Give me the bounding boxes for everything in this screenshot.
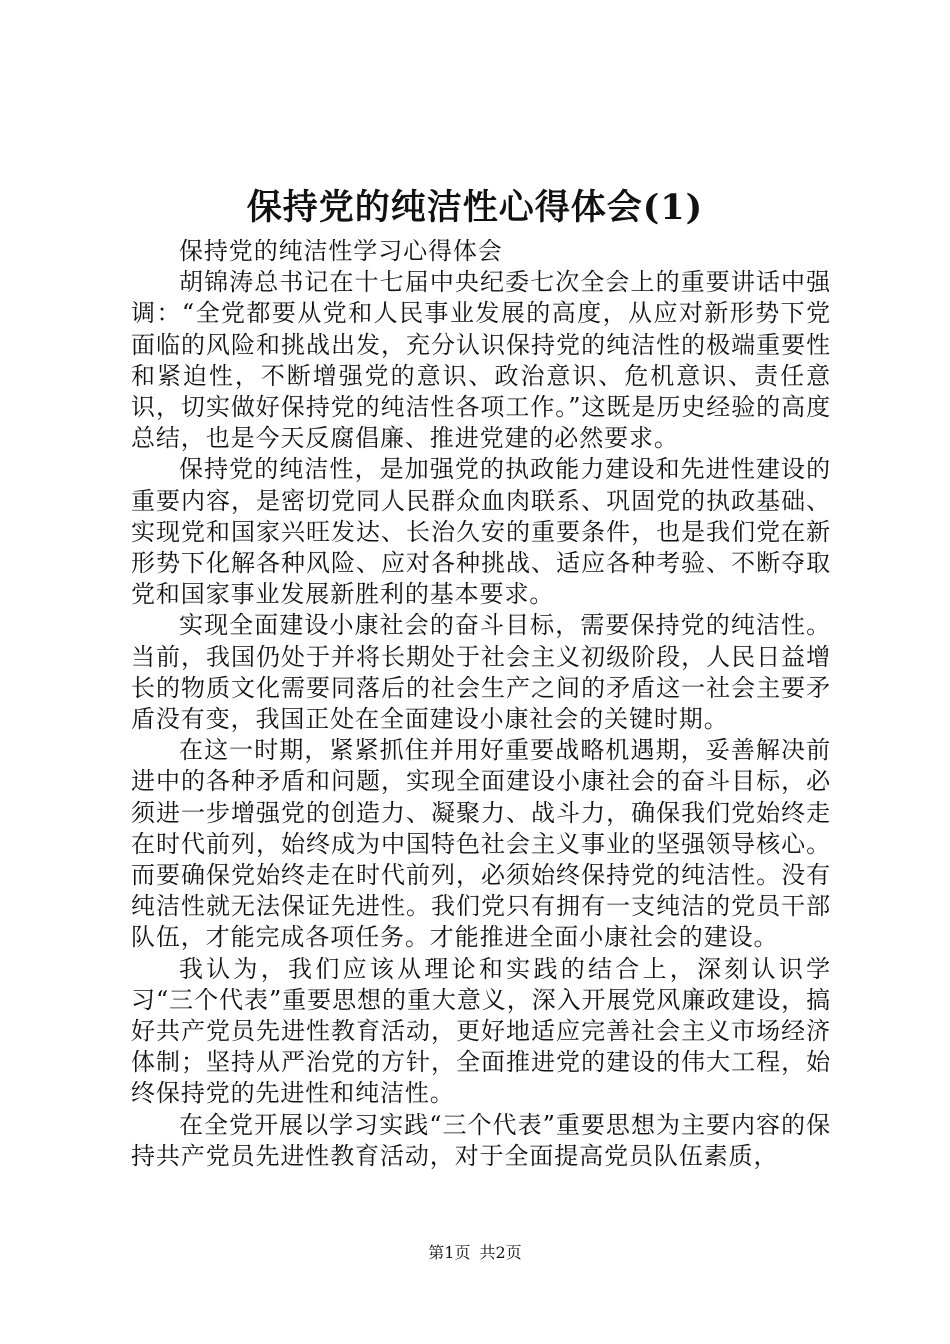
paragraph-1: 胡锦涛总书记在十七届中央纪委七次全会上的重要讲话中强调：“全党都要从党和人民事业发展的高度，从应对新形势下党面临的风险和挑战出发，充分认识保持党的纯洁性的极端重要性和紧迫性，不断增强党的意识、政治意识、危机意识、责任意识，切实做好保持党的纯洁性各项工作。”这既是历史经验的高度总结，也是今天反腐倡廉、推进党建的必然要求。 bbox=[131, 268, 831, 453]
page-footer bbox=[0, 1243, 950, 1263]
paragraph-4: 在这一时期，紧紧抓住并用好重要战略机遇期，妥善解决前进中的各种矛盾和问题，实现全面建设小康社会的奋斗目标，必须进一步增强党的创造力、凝聚力、战斗力，确保我们党始终走在时代前列，始终成为中国特色社会主义事业的坚强领导核心。而要确保党始终走在时代前列，必须始终保持党的纯洁性。没有纯洁性就无法保证先进性。我们党只有拥有一支纯洁的党员干部队伍，才能完成各项任务。才能推进全面小康社会的建设。 bbox=[131, 736, 831, 952]
document-subtitle: 保持党的纯洁性学习心得体会 bbox=[179, 237, 503, 265]
document-title: 保持党的纯洁性心得体会(1) bbox=[246, 187, 704, 228]
page-number-current: 第1页 bbox=[428, 1243, 471, 1262]
paragraph-2: 保持党的纯洁性，是加强党的执政能力建设和先进性建设的重要内容，是密切党同人民群众血肉联系、巩固党的执政基础、实现党和国家兴旺发达、长治久安的重要条件，也是我们党在新形势下化解各种风险、应对各种挑战、适应各种考验、不断夺取党和国家事业发展新胜利的基本要求。 bbox=[131, 455, 831, 609]
document-body bbox=[131, 236, 831, 1172]
paragraph-6: 在全党开展以学习实践“三个代表”重要思想为主要内容的保持共产党员先进性教育活动，对于全面提高党员队伍素质， bbox=[131, 1110, 831, 1170]
page-number-total: 共2页 bbox=[479, 1243, 522, 1262]
paragraph-3: 实现全面建设小康社会的奋斗目标，需要保持党的纯洁性。当前，我国仍处于并将长期处于社会主义初级阶段，人民日益增长的物质文化需要同落后的社会生产之间的矛盾这一社会主要矛盾没有变，我国正处在全面建设小康社会的关键时期。 bbox=[131, 611, 831, 734]
paragraph-5: 我认为，我们应该从理论和实践的结合上，深刻认识学习“三个代表”重要思想的重大意义，深入开展党风廉政建设，搞好共产党员先进性教育活动，更好地适应完善社会主义市场经济体制；坚持从严治党的方针，全面推进党的建设的伟大工程，始终保持党的先进性和纯洁性。 bbox=[131, 954, 831, 1108]
